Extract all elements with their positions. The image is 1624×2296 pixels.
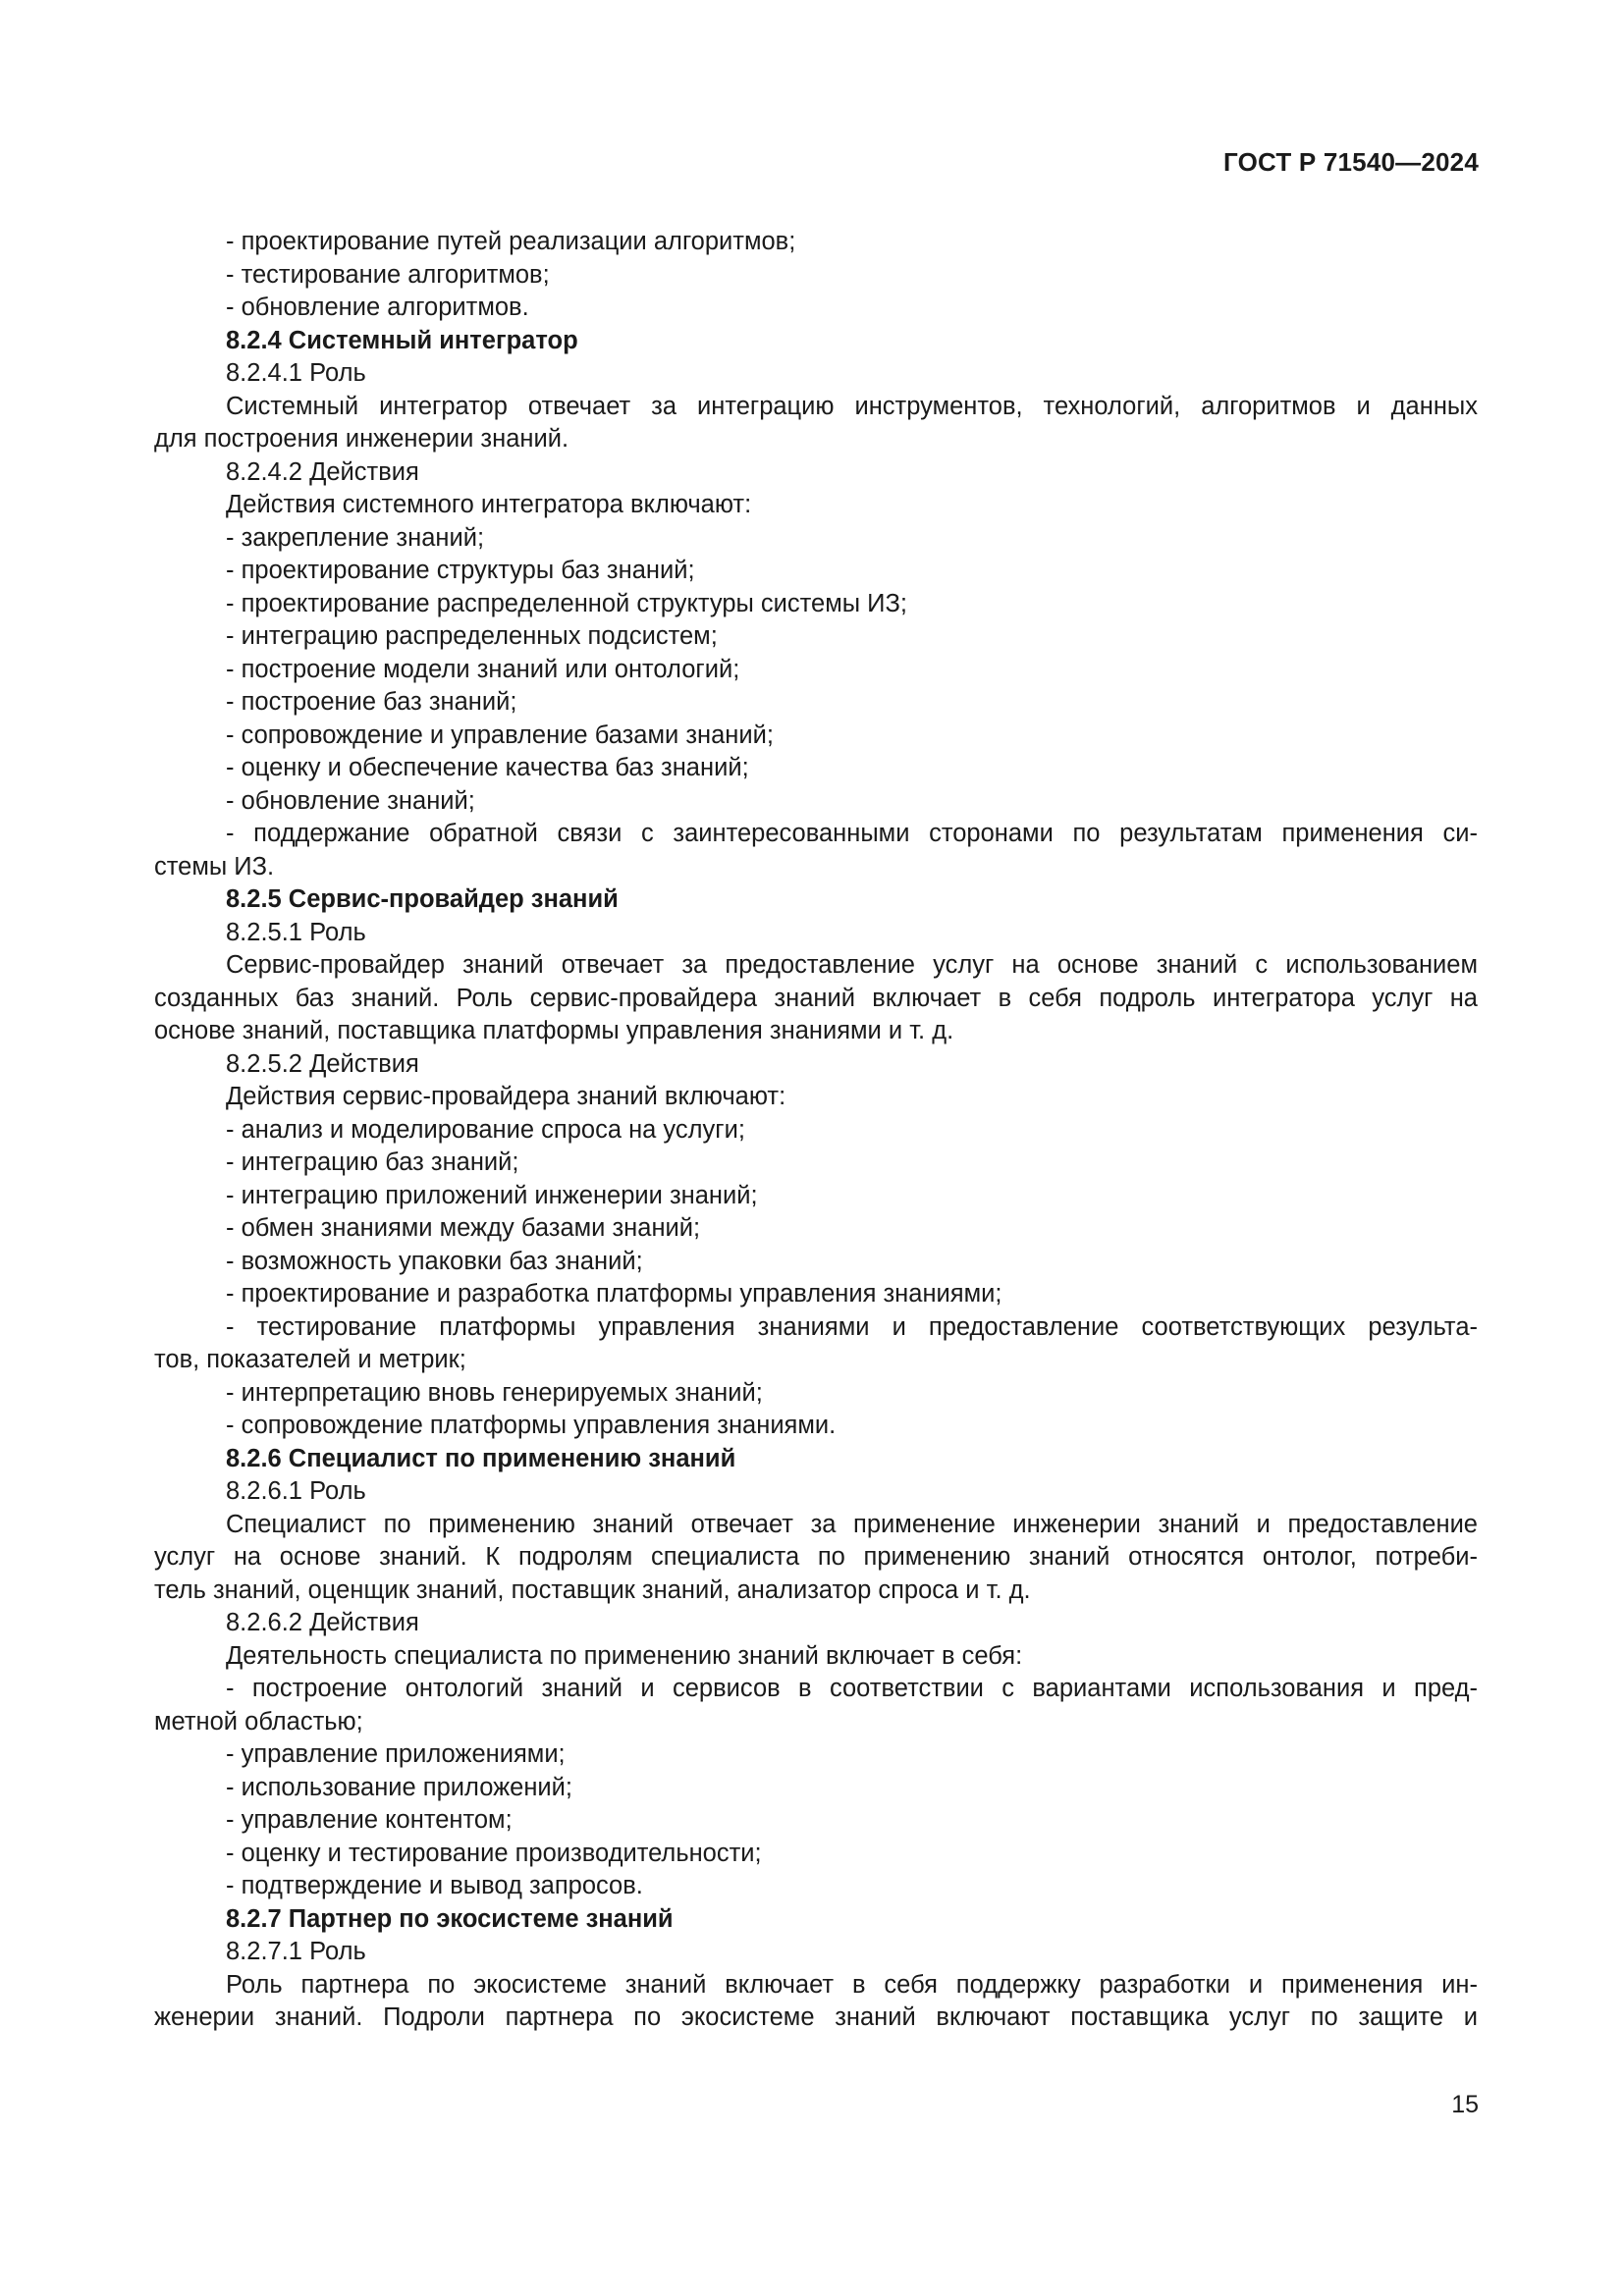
text-line: 8.2.5.1 Роль xyxy=(226,918,366,946)
text-line: 8.2.6.2 Действия xyxy=(226,1609,419,1636)
list-item: - тестирование алгоритмов; xyxy=(226,260,550,289)
text-line: основе знаний, поставщика платформы управления знаниями и т. д. xyxy=(154,1017,954,1044)
text-line: Роль партнера по экосистеме знаний включает в себя поддержку разработки и применения ин- xyxy=(226,1970,1478,1999)
document-header-id: ГОСТ Р 71540—2024 xyxy=(1223,147,1479,177)
list-item: - тестирование платформы управления знаниями и предоставление соответствующих результа- xyxy=(226,1312,1478,1341)
list-item: - интерпретацию вновь генерируемых знаний; xyxy=(226,1378,763,1407)
text-line: Системный интегратор отвечает за интеграцию инструментов, технологий, алгоритмов и данных xyxy=(226,392,1478,420)
text-line: стемы ИЗ. xyxy=(154,852,275,881)
document-body xyxy=(154,226,1478,2035)
list-item: - интеграцию баз знаний; xyxy=(226,1148,519,1176)
text-line: 8.2.7.1 Роль xyxy=(226,1938,366,1965)
text-line: женерии знаний. Подроли партнера по экосистеме знаний включают поставщика услуг по защите и xyxy=(154,2003,1478,2031)
text-line: Действия сервис-провайдера знаний включают: xyxy=(226,1083,786,1110)
list-item: - проектирование и разработка платформы управления знаниями; xyxy=(226,1280,1002,1308)
section-heading: 8.2.5 Сервис-провайдер знаний xyxy=(226,885,619,913)
list-item: - проектирование распределенной структуры системы ИЗ; xyxy=(226,589,907,617)
list-item: - интеграцию приложений инженерии знаний; xyxy=(226,1181,758,1209)
list-item: - построение онтологий знаний и сервисов в соответствии с вариантами использования и пред- xyxy=(226,1675,1478,1702)
list-item: - построение баз знаний; xyxy=(226,688,517,716)
section-heading: 8.2.7 Партнер по экосистеме знаний xyxy=(226,1904,674,1933)
list-item: - управление приложениями; xyxy=(226,1740,566,1768)
section-heading: 8.2.6 Специалист по применению знаний xyxy=(226,1444,736,1472)
page-number: 15 xyxy=(1451,2091,1479,2118)
list-item: - возможность упаковки баз знаний; xyxy=(226,1247,643,1275)
list-item: - управление контентом; xyxy=(226,1806,513,1834)
text-line: 8.2.4.1 Роль xyxy=(226,359,366,387)
text-line: Сервис-провайдер знаний отвечает за предоставление услуг на основе знаний с использованием xyxy=(226,951,1478,979)
text-line: Действия системного интегратора включают: xyxy=(226,491,752,518)
list-item: - построение модели знаний или онтологий; xyxy=(226,655,740,683)
list-item: - подтверждение и вывод запросов. xyxy=(226,1872,643,1899)
text-line: 8.2.5.2 Действия xyxy=(226,1049,419,1078)
text-line: для построения инженерии знаний. xyxy=(154,425,569,453)
text-line: Специалист по применению знаний отвечает за применение инженерии знаний и предоставление xyxy=(226,1510,1478,1538)
list-item: - оценку и обеспечение качества баз знаний; xyxy=(226,754,749,781)
list-item: - проектирование путей реализации алгоритмов; xyxy=(226,228,796,255)
list-item: - поддержание обратной связи с заинтересованными сторонами по результатам применения си- xyxy=(226,820,1478,847)
text-line: созданных баз знаний. Роль сервис-провайдера знаний включает в себя подроль интегратора услуг на xyxy=(154,984,1478,1012)
text-line: метной областью; xyxy=(154,1707,363,1735)
text-line: 8.2.6.1 Роль xyxy=(226,1477,366,1505)
list-item: - обмен знаниями между базами знаний; xyxy=(226,1214,701,1242)
list-item: - сопровождение и управление базами знаний; xyxy=(226,721,774,749)
text-line: тов, показателей и метрик; xyxy=(154,1346,466,1373)
text-line: 8.2.4.2 Действия xyxy=(226,457,419,486)
list-item: - закрепление знаний; xyxy=(226,523,485,552)
list-item: - обновление знаний; xyxy=(226,786,475,815)
text-line: тель знаний, оценщик знаний, поставщик знаний, анализатор спроса и т. д. xyxy=(154,1575,1031,1604)
list-item: - оценку и тестирование производительности; xyxy=(226,1839,762,1867)
text-line: Деятельность специалиста по применению знаний включает в себя: xyxy=(226,1641,1023,1670)
list-item: - сопровождение платформы управления знаниями. xyxy=(226,1412,837,1439)
list-item: - анализ и моделирование спроса на услуги; xyxy=(226,1115,745,1144)
list-item: - интеграцию распределенных подсистем; xyxy=(226,622,718,650)
section-heading: 8.2.4 Системный интегратор xyxy=(226,326,578,354)
list-item: - обновление алгоритмов. xyxy=(226,294,529,321)
text-line: услуг на основе знаний. К подролям специалиста по применению знаний относятся онтолог, потреби- xyxy=(154,1543,1478,1571)
list-item: - проектирование структуры баз знаний; xyxy=(226,557,695,584)
list-item: - использование приложений; xyxy=(226,1773,572,1801)
